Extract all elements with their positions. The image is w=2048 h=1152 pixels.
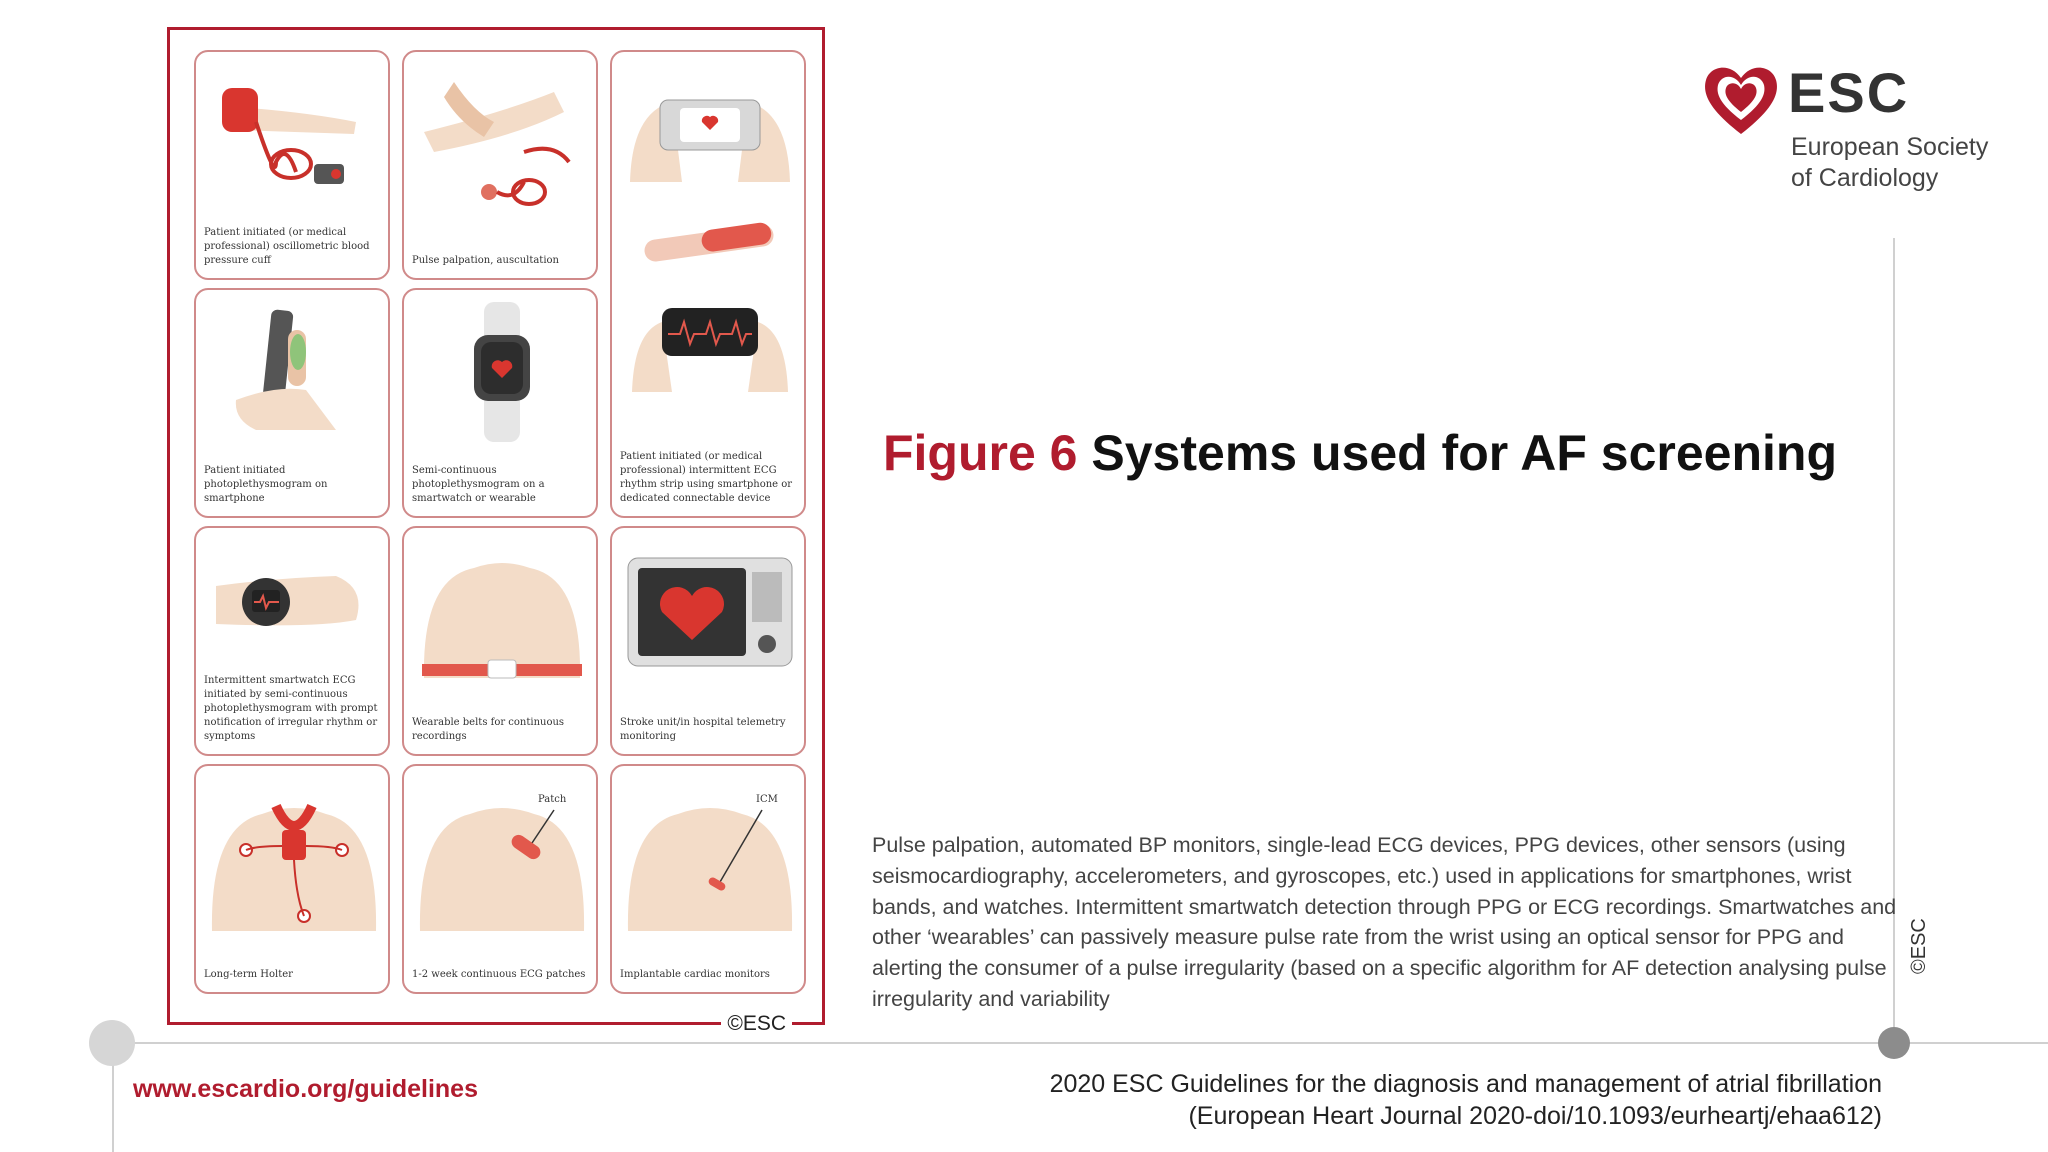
- tile-pulse-palpation: [402, 50, 598, 280]
- tile-phone-ppg: [194, 288, 390, 518]
- slide-title: [860, 424, 1860, 482]
- chest-patch-illustration: [404, 766, 598, 936]
- citation: [1050, 1068, 1882, 1132]
- tile-caption: 1-2 week continuous ECG patches: [412, 969, 586, 980]
- wrist-watch-illustration: [196, 528, 390, 668]
- tile-bp-cuff: [194, 50, 390, 280]
- tile-caption: Long-term Holter: [204, 969, 293, 980]
- footer-divider: [112, 1042, 2048, 1044]
- stethoscope-illustration: [404, 52, 598, 212]
- chest-belt-illustration: [404, 528, 598, 688]
- tile-telemetry-monitor: [610, 526, 806, 756]
- left-dot: [89, 1020, 135, 1066]
- right-dot: [1878, 1027, 1910, 1059]
- tile-caption: Patient initiated (or medical professional) intermittent ECG rhythm strip using smartphone or dedicated connectable device: [620, 451, 793, 504]
- logo-abbreviation: ESC: [1788, 61, 1910, 124]
- holter-illustration: [196, 766, 390, 936]
- tile-caption: Pulse palpation, auscultation: [412, 255, 559, 266]
- figure-panel: [167, 27, 825, 1035]
- bp-cuff-illustration: [196, 52, 390, 202]
- smartphone-ecg-illustration: [612, 52, 806, 432]
- tile-caption: Implantable cardiac monitors: [620, 969, 770, 980]
- tile-caption: Patient initiated photoplethysmogram on smartphone: [204, 465, 328, 504]
- citation-line1: 2020 ESC Guidelines for the diagnosis and management of atrial fibrillation: [1049, 1070, 1882, 1098]
- chest-icm-illustration: [612, 766, 806, 936]
- tile-ecg-patch: [402, 764, 598, 994]
- tile-caption: Patient initiated (or medical professional) oscillometric blood pressure cuff: [204, 227, 370, 266]
- logo-name: [1791, 132, 1988, 194]
- side-copyright: ©ESC: [1908, 918, 1930, 974]
- title-text: Systems used for AF screening: [1091, 425, 1837, 481]
- logo-name-line2: of Cardiology: [1791, 164, 1939, 192]
- tile-smartwatch-ecg: [194, 526, 390, 756]
- tile-icm: [610, 764, 806, 994]
- figure-copyright: ©ESC: [721, 1012, 792, 1036]
- patch-callout: Patch: [538, 794, 567, 805]
- slide-description: Pulse palpation, automated BP monitors, single-lead ECG devices, PPG devices, other sensors (using seismocardiography, accelerometers, and gyroscopes, etc.) used in applications for smartphones, wrist bands, and watches. Intermittent smartwatch detection through PPG or ECG recordings. Smartwatches and other ‘wearables’ can passively measure pulse rate from the wrist using an optical sensor for PPG and alerting the consumer of a pulse irregularity (based on a specific algorithm for AF detection analysing pulse irregularity and variability: [872, 833, 1897, 1011]
- tile-caption: Semi-continuous photoplethysmogram on a smartwatch or wearable: [412, 465, 545, 504]
- phone-finger-illustration: [196, 290, 390, 450]
- heart-logo-icon: [1700, 58, 1782, 140]
- tile-holter: [194, 764, 390, 994]
- smartwatch-illustration: [404, 290, 598, 450]
- tile-caption: Intermittent smartwatch ECG initiated by semi-continuous photoplethysmogram with prompt notification of irregular rhythm or symptoms: [204, 675, 378, 742]
- tile-caption: Stroke unit/in hospital telemetry monitoring: [620, 717, 786, 742]
- citation-line2: (European Heart Journal 2020-doi/10.1093/eurheartj/ehaa612): [1188, 1102, 1882, 1130]
- tile-ecg-strip: [610, 50, 806, 518]
- logo-name-line1: European Society: [1791, 133, 1989, 161]
- figure-label: Figure 6: [883, 425, 1078, 481]
- monitor-illustration: [612, 528, 806, 678]
- guidelines-link[interactable]: www.escardio.org/guidelines: [133, 1075, 478, 1103]
- tile-smartwatch-ppg: [402, 288, 598, 518]
- esc-logo: [1696, 58, 1996, 198]
- tile-caption: Wearable belts for continuous recordings: [412, 717, 565, 742]
- tile-wearable-belt: [402, 526, 598, 756]
- icm-callout: ICM: [756, 794, 778, 805]
